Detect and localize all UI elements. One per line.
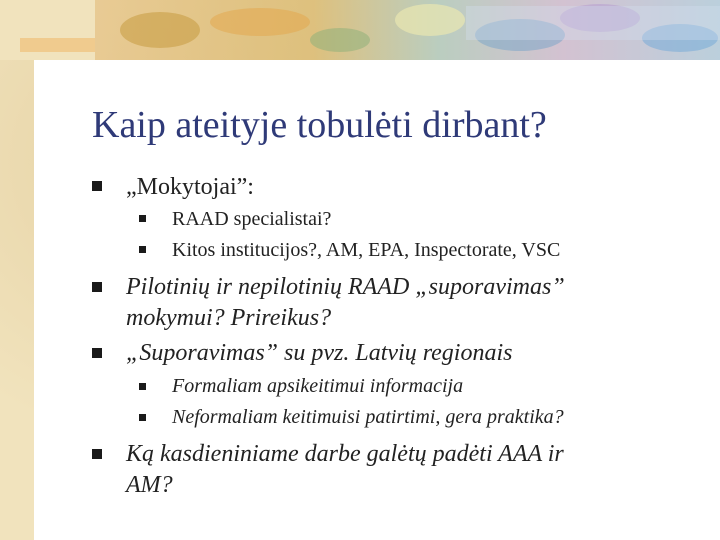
decorative-banner [0,0,720,62]
square-bullet-icon [92,449,102,459]
square-bullet-icon [139,215,146,222]
bullet-item-4-line-2: AM? [126,472,173,498]
square-bullet-icon [139,414,146,421]
bullet-item-3: „Suporavimas” su pvz. Latvių regionais [126,340,513,366]
square-bullet-icon [92,282,102,292]
slide-title: Kaip ateityje tobulėti dirbant? [92,104,547,146]
sub-bullet-item-3-2: Neformaliam keitimuisi patirtimi, gera praktika? [172,406,564,428]
sub-bullet-item-1-2: Kitos institucijos?, AM, EPA, Inspectorate, VSC [172,239,561,261]
square-bullet-icon [92,348,102,358]
bullet-item-4-line-1: Ką kasdieniniame darbe galėtų padėti AAA ir [126,441,564,467]
square-bullet-icon [139,383,146,390]
bullet-item-1: „Mokytojai”: [126,174,254,200]
sub-bullet-item-3-1: Formaliam apsikeitimui informacija [172,375,464,397]
square-bullet-icon [139,246,146,253]
square-bullet-icon [92,181,102,191]
bullet-item-2-line-2: mokymui? Prireikus? [126,305,332,331]
sub-bullet-item-1-1: RAAD specialistai? [172,208,332,230]
bullet-item-2-line-1: Pilotinių ir nepilotinių RAAD „suporavimas” [126,274,565,300]
